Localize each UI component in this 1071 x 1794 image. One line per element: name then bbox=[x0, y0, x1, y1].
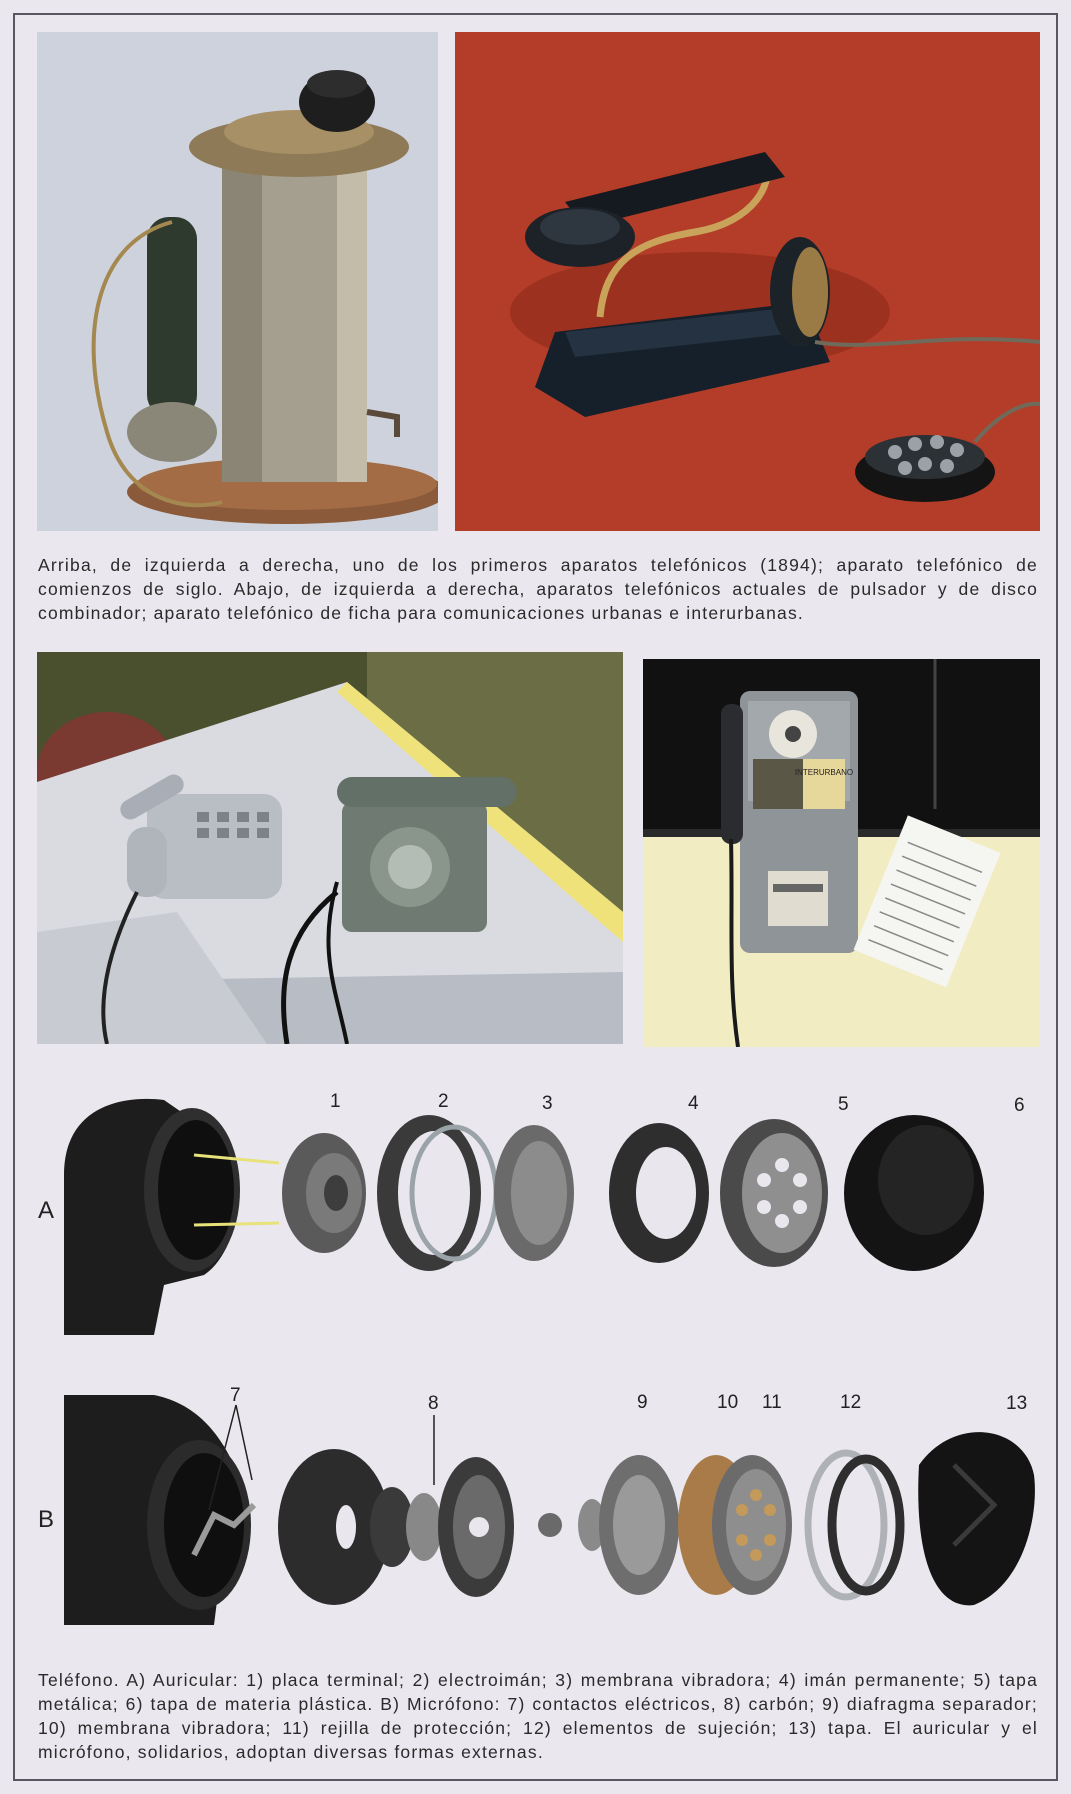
photo-payphone bbox=[643, 659, 1040, 1047]
label-8: 8 bbox=[428, 1393, 439, 1414]
part-3-membrane bbox=[494, 1125, 574, 1261]
caption-top-text: Arriba, de izquierda a derecha, uno de los primeros aparatos telefónicos (1894); aparato telefónico de comienzos de siglo. Abajo, de izquierda a derecha, aparatos telefónicos actuales de pulsador y de disco combinador; aparato telefónico de ficha para comunicaciones urbanas e interurbanas. bbox=[38, 555, 1038, 623]
part-6-plastic-cap bbox=[844, 1115, 984, 1271]
row-b-label: B bbox=[38, 1506, 55, 1533]
part-5-metal-cover bbox=[720, 1119, 828, 1267]
earpiece-housing bbox=[64, 1099, 279, 1335]
caption-bottom bbox=[38, 1668, 1038, 1764]
part-4-permanent-magnet bbox=[609, 1123, 709, 1263]
label-3: 3 bbox=[542, 1093, 553, 1114]
label-12: 12 bbox=[840, 1392, 862, 1413]
part-8-carbon-capsule bbox=[278, 1415, 514, 1605]
label-6: 6 bbox=[1014, 1095, 1025, 1116]
label-2: 2 bbox=[438, 1091, 449, 1112]
label-7: 7 bbox=[230, 1385, 241, 1406]
caption-top bbox=[38, 553, 1038, 625]
label-9: 9 bbox=[637, 1392, 648, 1413]
exploded-diagram bbox=[34, 1085, 1044, 1645]
part-13-cap bbox=[918, 1432, 1035, 1605]
label-11: 11 bbox=[762, 1392, 782, 1413]
label-5: 5 bbox=[838, 1094, 849, 1115]
row-a-label: A bbox=[38, 1197, 55, 1224]
label-1: 1 bbox=[330, 1091, 341, 1112]
label-13: 13 bbox=[1006, 1393, 1028, 1414]
photo-telephone-1894 bbox=[37, 32, 438, 531]
payphone-label: INTERURBANO bbox=[794, 768, 854, 777]
part-1-terminal-plate bbox=[282, 1133, 366, 1253]
part-11-grille bbox=[712, 1455, 792, 1595]
photo-telephone-early-century bbox=[455, 32, 1040, 531]
part-12-fixing-rings bbox=[808, 1453, 900, 1597]
label-10: 10 bbox=[717, 1392, 739, 1413]
part-9-diaphragm bbox=[538, 1455, 679, 1595]
caption-bottom-text: Teléfono. A) Auricular: 1) placa terminal; 2) electroimán; 3) membrana vibradora; 4) imán permanente; 5) tapa metálica; 6) tapa de materia plástica. B) Micrófono: 7) contactos eléctricos, 8) carbón; 9) diafragma separador; 10) membrana vibradora; 11) rejilla de protección; 12) elementos de sujeción; 13) tapa. El auricular y el micrófono, solidarios, adoptan diversas formas externas. bbox=[38, 1670, 1038, 1762]
part-2-electromagnet bbox=[377, 1115, 496, 1271]
photo-modern-telephones bbox=[37, 652, 623, 1044]
label-4: 4 bbox=[688, 1093, 699, 1114]
mouthpiece-housing bbox=[64, 1395, 254, 1625]
